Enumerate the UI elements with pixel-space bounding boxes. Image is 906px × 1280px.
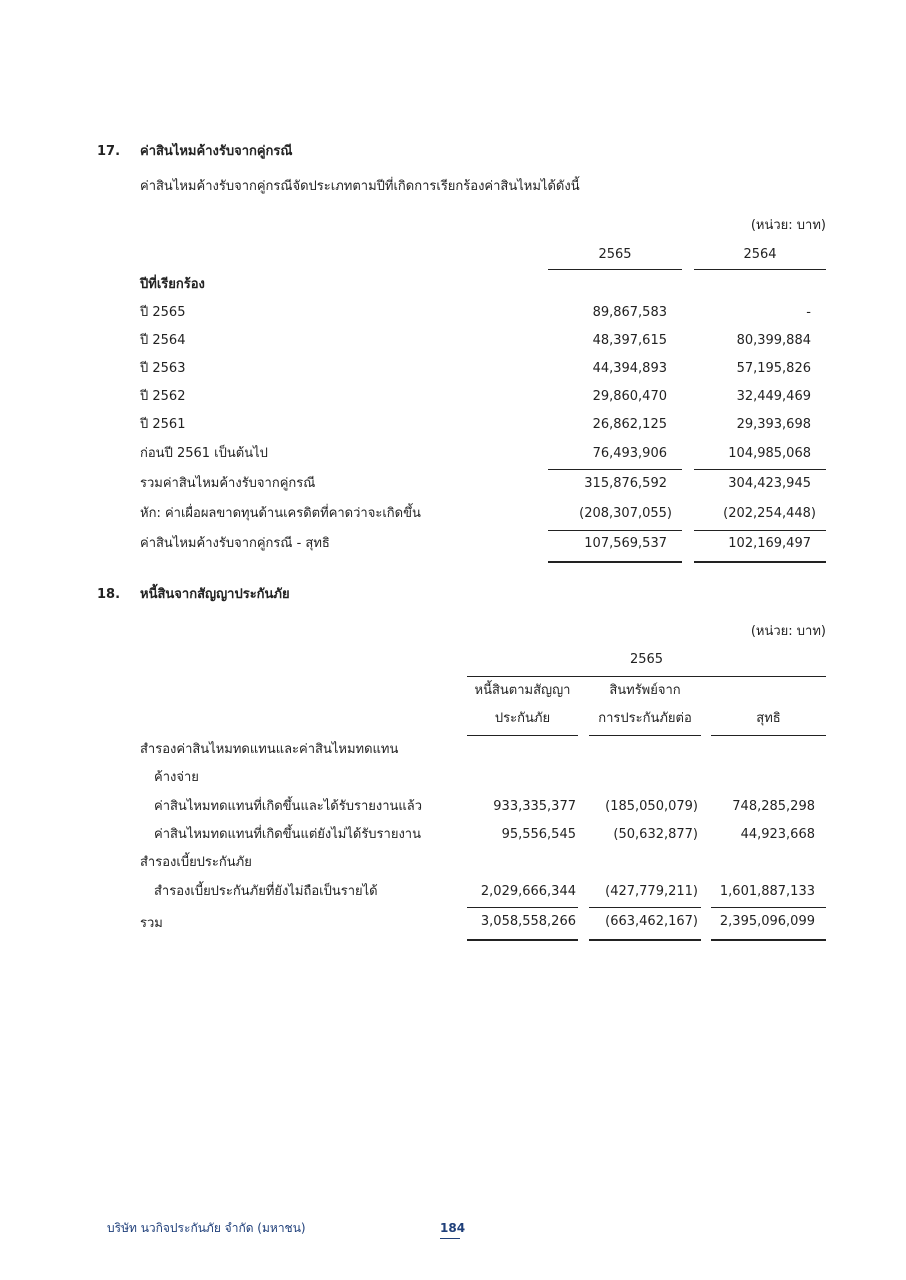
s18-final-rule-1 <box>467 939 578 941</box>
s18-claims-heading-cont: ค้างจ่าย <box>154 770 199 785</box>
s18-col1-header-line2: ประกันภัย <box>494 711 551 726</box>
page-number-underline <box>440 1238 460 1239</box>
s17-row-value-2564: - <box>806 305 811 320</box>
s17-total-label: รวมค่าสินไหมค้างรับจากคู่กรณี <box>140 476 316 491</box>
s17-net-rule-1 <box>548 530 682 531</box>
s18-row-value-reinsurance: (50,632,877) <box>613 827 698 842</box>
s17-subtotal-rule-1 <box>548 469 682 470</box>
s17-header-rule-2 <box>694 269 826 270</box>
s17-row-label: ปี 2563 <box>140 361 186 376</box>
s17-net-value-2565: 107,569,537 <box>584 536 667 551</box>
s18-subtotal-rule-2 <box>589 907 701 908</box>
s18-col1-header-line1: หนี้สินตามสัญญา <box>474 683 571 698</box>
page-number: 184 <box>440 1221 466 1235</box>
s17-col-header-2564: 2564 <box>743 247 777 262</box>
s18-total-value-net: 2,395,096,099 <box>719 914 815 929</box>
s17-row-value-2564: 104,985,068 <box>728 446 811 461</box>
s17-row-value-2565: 44,394,893 <box>592 361 667 376</box>
section-18-unit: (หน่วย: บาท) <box>750 624 826 639</box>
s17-row-label: ก่อนปี 2561 เป็นต้นไป <box>140 446 268 461</box>
s17-row-label: ปี 2564 <box>140 333 186 348</box>
s18-row-label: ค่าสินไหมทดแทนที่เกิดขึ้นและได้รับรายงานแล้ว <box>154 799 423 814</box>
s18-total-value-reinsurance: (663,462,167) <box>605 914 698 929</box>
s18-row-value-reinsurance: (427,779,211) <box>605 884 698 899</box>
s17-total-value-2564: 304,423,945 <box>728 476 811 491</box>
s18-row-value-net: 748,285,298 <box>732 799 815 814</box>
s17-row-value-2564: 29,393,698 <box>736 417 811 432</box>
s17-row-value-2565: 76,493,906 <box>592 446 667 461</box>
s17-subtotal-rule-2 <box>694 469 826 470</box>
s18-claims-heading: สำรองค่าสินไหมทดแทนและค่าสินไหมทดแทน <box>140 742 399 757</box>
s17-row-value-2565: 26,862,125 <box>592 417 667 432</box>
s17-group-heading: ปีที่เรียกร้อง <box>140 277 205 292</box>
s18-row-label: ค่าสินไหมทดแทนที่เกิดขึ้นแต่ยังไม่ได้รับรายงาน <box>154 827 421 842</box>
s17-final-rule-1 <box>548 561 682 563</box>
s17-row-value-2564: 57,195,826 <box>736 361 811 376</box>
s17-row-value-2565: 48,397,615 <box>592 333 667 348</box>
s18-row-value-liability: 933,335,377 <box>493 799 576 814</box>
s18-subtotal-rule-1 <box>467 907 578 908</box>
s18-row-value-net: 1,601,887,133 <box>719 884 815 899</box>
s17-net-label: ค่าสินไหมค้างรับจากคู่กรณี - สุทธิ <box>140 536 330 551</box>
s18-row-value-liability: 95,556,545 <box>501 827 576 842</box>
s18-final-rule-2 <box>589 939 701 941</box>
s17-final-rule-2 <box>694 561 826 563</box>
s17-row-value-2565: 89,867,583 <box>592 305 667 320</box>
s17-header-rule-1 <box>548 269 682 270</box>
section-18-number: 18. <box>97 587 121 602</box>
s18-row-value-net: 44,923,668 <box>740 827 815 842</box>
s17-row-label: ปี 2562 <box>140 389 186 404</box>
s17-allowance-value-2565: (208,307,055) <box>579 506 672 521</box>
s17-col-header-2565: 2565 <box>598 247 632 262</box>
footer-company-name: บริษัท นวกิจประกันภัย จำกัด (มหาชน) <box>107 1221 306 1235</box>
section-17-intro: ค่าสินไหมค้างรับจากคู่กรณีจัดประเภทตามปีที่เกิดการเรียกร้องค่าสินไหมได้ดังนี้ <box>140 179 580 194</box>
s17-row-value-2565: 29,860,470 <box>592 389 667 404</box>
s18-year-rule <box>467 676 826 677</box>
s17-row-value-2564: 80,399,884 <box>736 333 811 348</box>
section-17-unit: (หน่วย: บาท) <box>750 218 826 233</box>
s17-total-value-2565: 315,876,592 <box>584 476 667 491</box>
s18-premium-heading: สำรองเบี้ยประกันภัย <box>140 855 252 870</box>
s17-net-rule-2 <box>694 530 826 531</box>
section-17-number: 17. <box>97 144 121 159</box>
s17-row-value-2564: 32,449,469 <box>736 389 811 404</box>
s17-allowance-value-2564: (202,254,448) <box>723 506 816 521</box>
s18-total-value-liability: 3,058,558,266 <box>480 914 576 929</box>
s18-header-rule-1 <box>467 735 578 736</box>
s18-header-rule-2 <box>589 735 701 736</box>
s18-row-value-reinsurance: (185,050,079) <box>605 799 698 814</box>
s18-header-rule-3 <box>711 735 826 736</box>
s18-col2-header-line1: สินทรัพย์จาก <box>609 683 681 698</box>
s18-row-label: สำรองเบี้ยประกันภัยที่ยังไม่ถือเป็นรายได้ <box>154 884 378 899</box>
s18-col3-header: สุทธิ <box>756 711 781 726</box>
s18-col2-header-line2: การประกันภัยต่อ <box>598 711 692 726</box>
s17-row-label: ปี 2561 <box>140 417 186 432</box>
s17-row-label: ปี 2565 <box>140 305 186 320</box>
section-17-title: ค่าสินไหมค้างรับจากคู่กรณี <box>140 144 293 159</box>
s17-allowance-label: หัก: ค่าเผื่อผลขาดทุนด้านเครดิตที่คาดว่าจะเกิดขึ้น <box>140 506 421 521</box>
s18-final-rule-3 <box>711 939 826 941</box>
s18-row-value-liability: 2,029,666,344 <box>480 884 576 899</box>
s18-total-label: รวม <box>140 916 163 931</box>
s17-net-value-2564: 102,169,497 <box>728 536 811 551</box>
s18-year-header: 2565 <box>629 652 664 667</box>
section-18-title: หนี้สินจากสัญญาประกันภัย <box>140 587 290 602</box>
s18-subtotal-rule-3 <box>711 907 826 908</box>
